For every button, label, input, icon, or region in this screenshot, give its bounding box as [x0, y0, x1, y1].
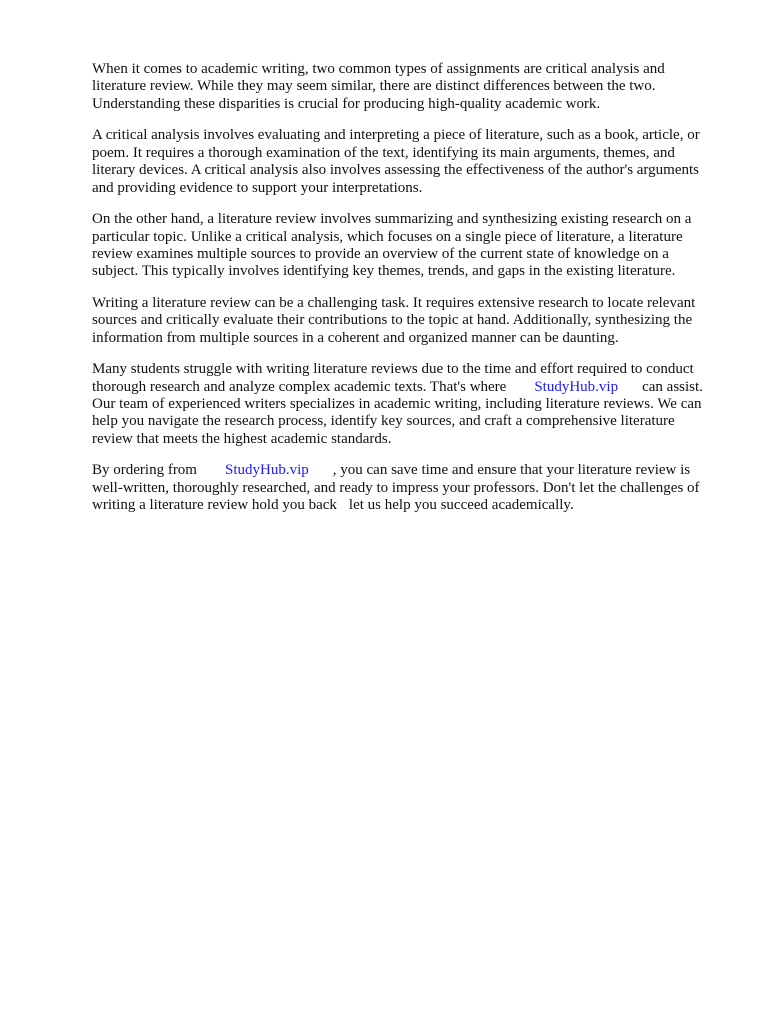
studyhub-link[interactable]: StudyHub.vip: [534, 378, 619, 395]
text-line: [92, 462, 728, 479]
text-fragment: let us help you succeed academically.: [348, 497, 574, 514]
text-line: poem. It requires a thorough examination of the text, identifying its main arguments, themes, and: [92, 144, 675, 161]
text-line: particular topic. Unlike a critical analysis, which focuses on a single piece of literature, a literature: [92, 228, 683, 245]
text-line: subject. This typically involves identifying key themes, trends, and gaps in the existing literature.: [92, 263, 676, 280]
text-fragment: writing a literature review hold you back: [92, 497, 337, 514]
text-fragment: By ordering from: [92, 462, 197, 479]
text-line: well-written, thoroughly researched, and ready to impress your professors. Don't let the challenges of: [92, 479, 700, 496]
text-fragment: , you can save time and ensure that your literature review is: [332, 462, 691, 479]
text-line: Writing a literature review can be a challenging task. It requires extensive research to locate relevant: [92, 294, 696, 311]
text-line: literature review. While they may seem similar, there are distinct differences between the two.: [92, 78, 656, 95]
studyhub-link[interactable]: StudyHub.vip: [224, 462, 309, 479]
text-line: Many students struggle with writing literature reviews due to the time and effort required to conduct: [92, 361, 694, 378]
paragraph-ordering: [92, 462, 728, 514]
text-line: [92, 379, 728, 396]
paragraph-critical-analysis: [92, 127, 728, 197]
paragraph-intro: [92, 61, 728, 113]
text-line: review examines multiple sources to provide an overview of the current state of knowledge on a: [92, 245, 669, 262]
text-fragment: can assist.: [642, 378, 703, 395]
text-line: sources and critically evaluate their contributions to the topic at hand. Additionally, synthesizing the: [92, 312, 693, 329]
text-line: help you navigate the research process, identify key sources, and craft a comprehensive literature: [92, 413, 675, 430]
text-fragment: thorough research and analyze complex academic texts. That's where: [92, 378, 507, 395]
text-line: and providing evidence to support your interpretations.: [92, 179, 423, 196]
text-line: review that meets the highest academic standards.: [92, 430, 392, 447]
text-line: On the other hand, a literature review involves summarizing and synthesizing existing research on a: [92, 211, 692, 228]
text-line: Understanding these disparities is crucial for producing high-quality academic work.: [92, 95, 601, 112]
text-line: information from multiple sources in a coherent and organized manner can be daunting.: [92, 329, 619, 346]
text-line: [92, 497, 728, 514]
paragraph-literature-review: [92, 211, 728, 281]
paragraph-challenges: [92, 295, 728, 347]
document-page: [92, 61, 728, 529]
text-line: A critical analysis involves evaluating and interpreting a piece of literature, such as a book, article, or: [92, 127, 700, 144]
text-line: literary devices. A critical analysis also involves assessing the effectiveness of the author's arguments: [92, 162, 699, 179]
text-line: When it comes to academic writing, two common types of assignments are critical analysis and: [92, 61, 665, 77]
paragraph-studyhub-assist: [92, 361, 728, 448]
text-line: Our team of experienced writers specializes in academic writing, including literature reviews. We can: [92, 396, 702, 412]
